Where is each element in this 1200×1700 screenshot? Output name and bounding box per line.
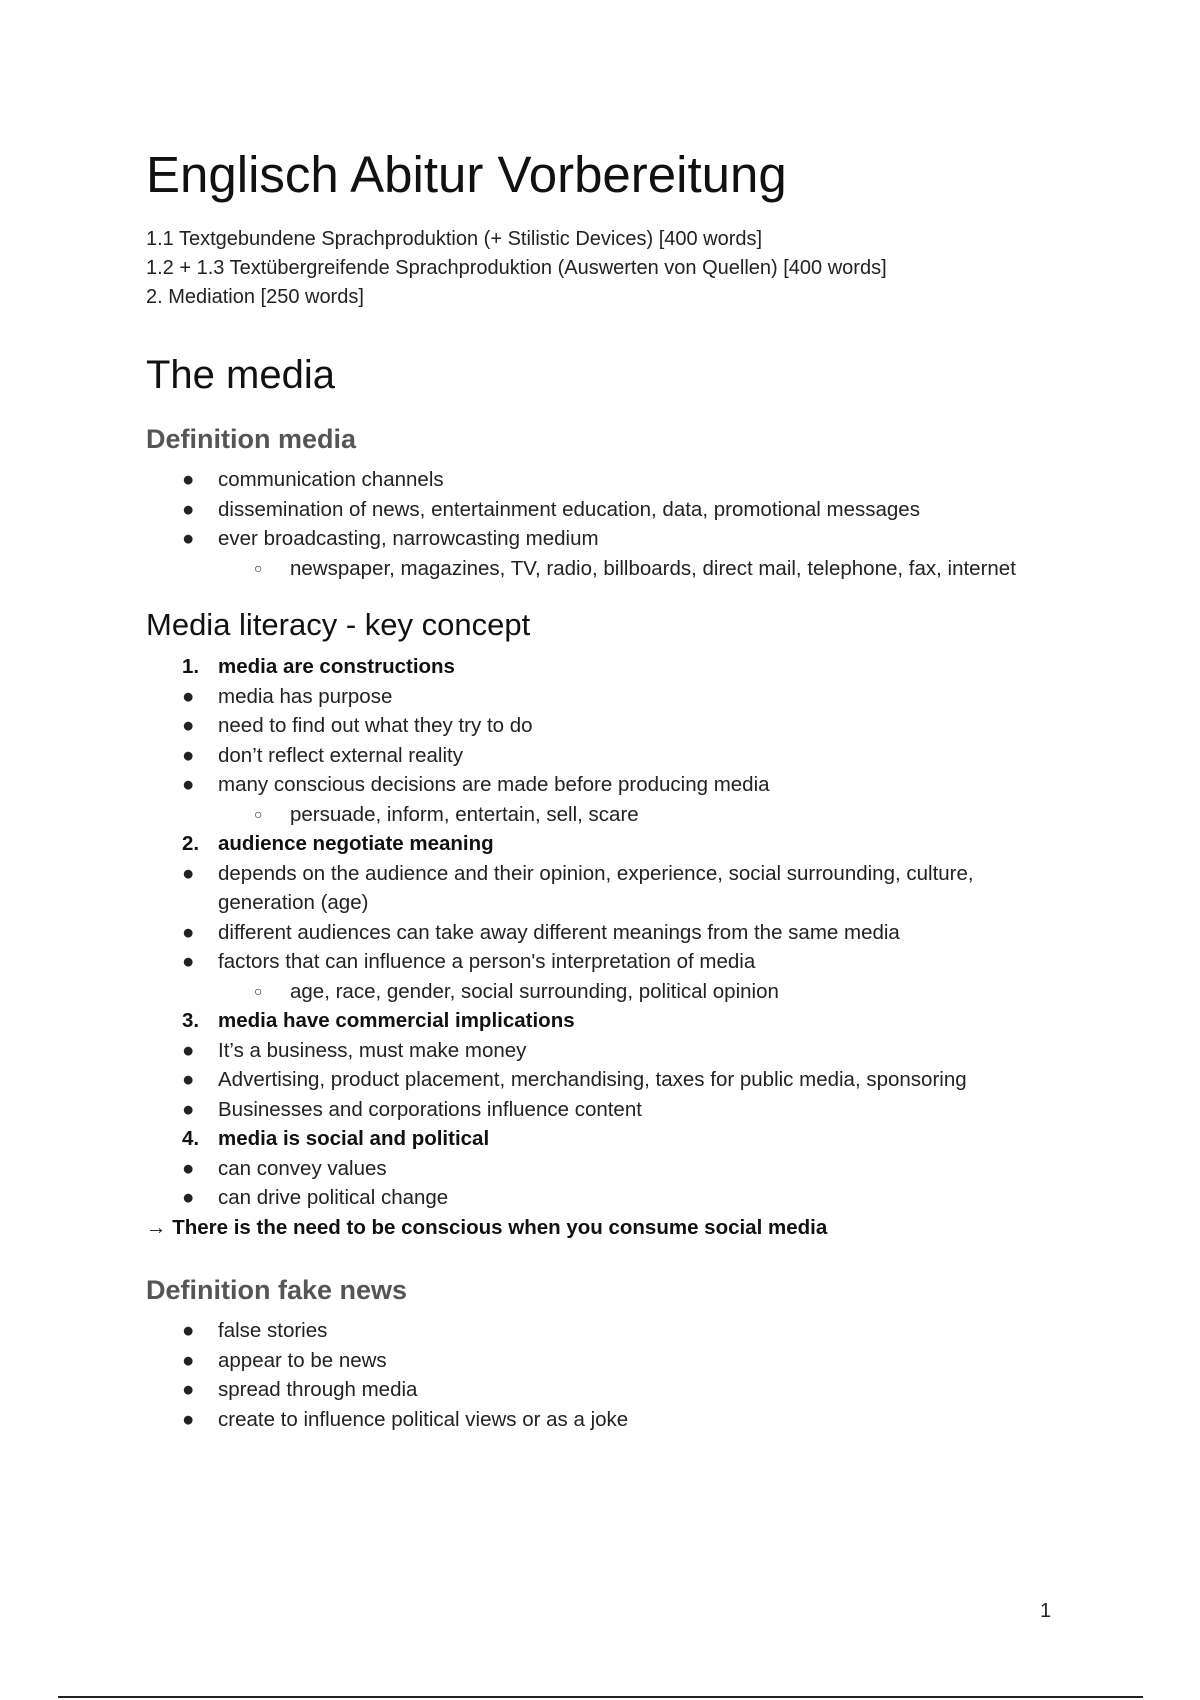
list-item (146, 1316, 1066, 1346)
list-item-text: Advertising, product placement, merchandising, taxes for public media, sponsoring (218, 1068, 967, 1091)
bullet-icon: ● (182, 527, 195, 550)
bullet-icon: ● (182, 1319, 195, 1342)
numbered-point (146, 1124, 1066, 1154)
bullet-icon: ● (182, 684, 195, 708)
page-number: 1 (1040, 1600, 1052, 1622)
list-item-text: It’s a business, must make money (218, 1038, 527, 1062)
list-item-text: spread through media (218, 1378, 418, 1401)
bullet-icon: ● (182, 1097, 195, 1121)
list-item (146, 1183, 1066, 1213)
list-item-text: don’t reflect external reality (218, 743, 463, 767)
sub-list-item (146, 800, 1066, 830)
overview-list (146, 225, 1066, 312)
bullet-icon: ● (182, 1348, 195, 1372)
list-item-text: media has purpose (218, 684, 393, 708)
conclusion-line: → There is the need to be conscious when you consume social media (146, 1215, 828, 1239)
list-item-text: appear to be news (218, 1348, 387, 1372)
list-item-text: persuade, inform, entertain, sell, scare (290, 802, 639, 826)
list-item (146, 770, 1066, 800)
list-item-text: ever broadcasting, narrowcasting medium (218, 527, 599, 550)
point-text: media is social and political (218, 1127, 490, 1150)
hollow-bullet-icon: ○ (254, 805, 263, 822)
definition-fake-news-heading: Definition fake news (146, 1275, 408, 1305)
overview-line: 2. Mediation [250 words] (146, 286, 364, 308)
bullet-icon: ● (182, 1407, 195, 1431)
list-item-text: age, race, gender, social surrounding, political opinion (290, 979, 779, 1003)
bullet-icon: ● (182, 468, 195, 491)
list-item (146, 682, 1066, 712)
numbered-point (146, 1006, 1066, 1036)
bullet-icon: ● (182, 861, 195, 885)
list-item (146, 495, 1066, 525)
definition-media-list (146, 465, 1066, 583)
media-literacy-heading: Media literacy - key concept (146, 607, 531, 642)
list-item-text: create to influence political views or as a joke (218, 1407, 629, 1431)
point-number: 1. (182, 655, 200, 678)
section-title: The media (146, 353, 335, 397)
list-item-text: dissemination of news, entertainment education, data, promotional messages (218, 497, 920, 521)
list-item (146, 711, 1066, 741)
point-number: 4. (182, 1127, 200, 1150)
list-item (146, 918, 1066, 948)
list-item (146, 1346, 1066, 1376)
bullet-icon: ● (182, 1378, 195, 1401)
bullet-icon: ● (182, 743, 195, 767)
list-item-text: depends on the audience and their opinion, experience, social surrounding, culture, generation (age) (218, 861, 974, 914)
list-item (146, 524, 1066, 554)
bullet-icon: ● (182, 1068, 195, 1091)
sub-list-item (146, 554, 1066, 584)
list-item-text: Businesses and corporations influence content (218, 1097, 642, 1121)
point-text: media have commercial implications (218, 1009, 575, 1032)
list-item-text: communication channels (218, 468, 444, 491)
definition-fake-news-list (146, 1316, 1066, 1434)
bullet-icon: ● (182, 714, 195, 737)
bullet-icon: ● (182, 497, 195, 521)
point-text: media are constructions (218, 655, 455, 678)
numbered-point (146, 652, 1066, 682)
point-number: 3. (182, 1009, 200, 1032)
bullet-icon: ● (182, 920, 195, 944)
overview-line: 1.1 Textgebundene Sprachproduktion (+ Stilistic Devices) [400 words] (146, 228, 763, 250)
sub-list-item (146, 977, 1066, 1007)
document-content (146, 145, 1066, 1434)
list-item-text: many conscious decisions are made before producing media (218, 773, 770, 796)
list-item (146, 859, 1066, 918)
media-literacy-list (146, 652, 1066, 1213)
definition-media-heading: Definition media (146, 424, 357, 454)
list-item (146, 1405, 1066, 1435)
point-number: 2. (182, 832, 200, 855)
list-item (146, 1375, 1066, 1405)
list-item (146, 741, 1066, 771)
list-item (146, 1065, 1066, 1095)
list-item-text: factors that can influence a person's interpretation of media (218, 950, 756, 973)
document-title: Englisch Abitur Vorbereitung (146, 146, 787, 203)
footer-divider (58, 1696, 1143, 1698)
hollow-bullet-icon: ○ (254, 559, 263, 576)
list-item-text: different audiences can take away different meanings from the same media (218, 920, 900, 944)
bullet-icon: ● (182, 1186, 195, 1209)
list-item (146, 465, 1066, 495)
list-item-text: can convey values (218, 1156, 387, 1180)
bullet-icon: ● (182, 1156, 195, 1180)
list-item (146, 947, 1066, 977)
point-text: audience negotiate meaning (218, 832, 494, 855)
bullet-icon: ● (182, 950, 195, 973)
bullet-icon: ● (182, 1038, 195, 1062)
list-item (146, 1036, 1066, 1066)
list-item (146, 1095, 1066, 1125)
list-item-text: newspaper, magazines, TV, radio, billboards, direct mail, telephone, fax, internet (290, 556, 1016, 580)
list-item-text: need to find out what they try to do (218, 714, 533, 737)
numbered-point (146, 829, 1066, 859)
list-item (146, 1154, 1066, 1184)
overview-line: 1.2 + 1.3 Textübergreifende Sprachproduktion (Auswerten von Quellen) [400 words] (146, 257, 887, 279)
list-item-text: can drive political change (218, 1186, 449, 1209)
list-item-text: false stories (218, 1319, 328, 1342)
hollow-bullet-icon: ○ (254, 982, 263, 999)
bullet-icon: ● (182, 773, 195, 796)
